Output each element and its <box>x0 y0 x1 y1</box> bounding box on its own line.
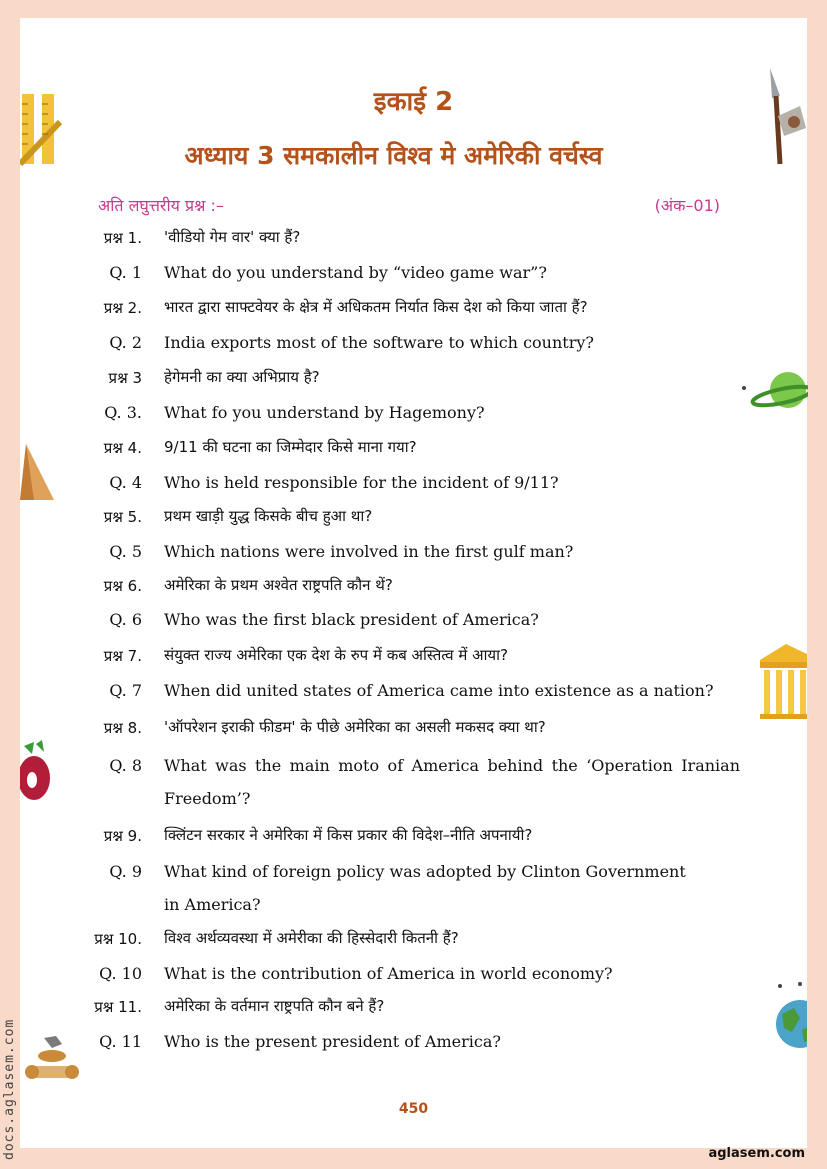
question-text: What do you understand by “video game war”? <box>164 263 547 282</box>
question-label: Q. 8 <box>109 756 142 775</box>
question-text: संयुक्त राज्य अमेरिका एक देश के रुप में कब अस्तित्व में आया? <box>164 646 508 664</box>
section-title: अति लघुत्तरीय प्रश्न :– <box>98 196 224 215</box>
question-text: 'वीडियो गेम वार' क्या हैं? <box>164 228 301 246</box>
unit-title: इकाई 2 <box>373 87 454 117</box>
section-heading <box>98 194 720 216</box>
question-label: प्रश्न 4. <box>103 439 142 457</box>
question-label: Q. 2 <box>109 333 142 352</box>
question-label: Q. 11 <box>99 1032 142 1051</box>
planet-icon <box>738 368 808 418</box>
globe-icon <box>772 978 807 1052</box>
chapter-title: अध्याय 3 समकालीन विश्व मे अमेरिकी वर्चस्व <box>184 141 603 170</box>
question-text: भारत द्वारा साफ्टवेयर के क्षेत्र में अधिकतम निर्यात किस देश को किया जाता हैं? <box>164 298 588 316</box>
pyramid-icon <box>20 444 56 502</box>
section-marks: (अंक–01) <box>654 196 720 215</box>
question-text: What is the contribution of America in world economy? <box>164 964 613 983</box>
question-label: प्रश्न 11. <box>94 998 142 1016</box>
question-label: प्रश्न 1. <box>103 229 142 247</box>
question-label: Q. 6 <box>109 610 142 629</box>
temple-icon <box>756 640 807 720</box>
site-link[interactable]: aglasem.com <box>708 1146 805 1161</box>
question-label: Q. 7 <box>109 681 142 700</box>
question-label: प्रश्न 3 <box>108 369 142 387</box>
question-text: क्लिंटन सरकार ने अमेरिका में किस प्रकार की विदेश–नीति अपनायी? <box>164 826 533 844</box>
question-text: What was the main moto of America behind the ‘Operation Iranian Freedom’? <box>164 756 740 808</box>
question-text: विश्व अर्थव्यवस्था में अमेरीका की हिस्सेदारी कितनी हैं? <box>164 929 459 947</box>
question-text: Who is the present president of America? <box>164 1032 501 1051</box>
side-watermark: docs.aglasem.com <box>2 1018 17 1160</box>
fruit-icon <box>20 740 56 808</box>
question-label: प्रश्न 5. <box>103 508 142 526</box>
page-number: 450 <box>398 1101 429 1117</box>
question-text: When did united states of America came into existence as a nation? <box>164 681 714 700</box>
question-label: Q. 1 <box>109 263 142 282</box>
question-label: प्रश्न 8. <box>103 719 142 737</box>
question-text: Who is held responsible for the incident of 9/11? <box>164 473 559 492</box>
question-text: अमेरिका के प्रथम अश्वेत राष्ट्रपति कौन थें? <box>164 576 393 594</box>
question-text: Who was the first black president of America? <box>164 610 539 629</box>
question-text: 9/11 की घटना का जिम्मेदार किसे माना गया? <box>164 438 417 456</box>
question-label: Q. 10 <box>99 964 142 983</box>
question-text: What kind of foreign policy was adopted by Clinton Government in America? <box>164 862 686 914</box>
question-label: Q. 4 <box>109 473 142 492</box>
question-label: प्रश्न 7. <box>103 647 142 665</box>
question-label: प्रश्न 2. <box>103 299 142 317</box>
question-text: Which nations were involved in the first gulf man? <box>164 542 574 561</box>
question-text: हेगेमनी का क्या अभिप्राय है? <box>164 368 320 386</box>
question-label: Q. 9 <box>109 862 142 881</box>
question-text: अमेरिका के वर्तमान राष्ट्रपति कौन बने हैं? <box>164 997 385 1015</box>
question-text: प्रथम खाड़ी युद्ध किसके बीच हुआ था? <box>164 507 373 525</box>
question-text: India exports most of the software to which country? <box>164 333 594 352</box>
question-text: 'ऑपरेशन इराकी फीडम' के पीछे अमेरिका का असली मकसद क्या था? <box>164 718 546 736</box>
question-label: प्रश्न 10. <box>94 930 142 948</box>
question-text: What fo you understand by Hagemony? <box>164 403 485 422</box>
question-label: Q. 5 <box>109 542 142 561</box>
question-label: Q. 3. <box>104 403 142 422</box>
question-label: प्रश्न 9. <box>103 827 142 845</box>
question-label: प्रश्न 6. <box>103 577 142 595</box>
